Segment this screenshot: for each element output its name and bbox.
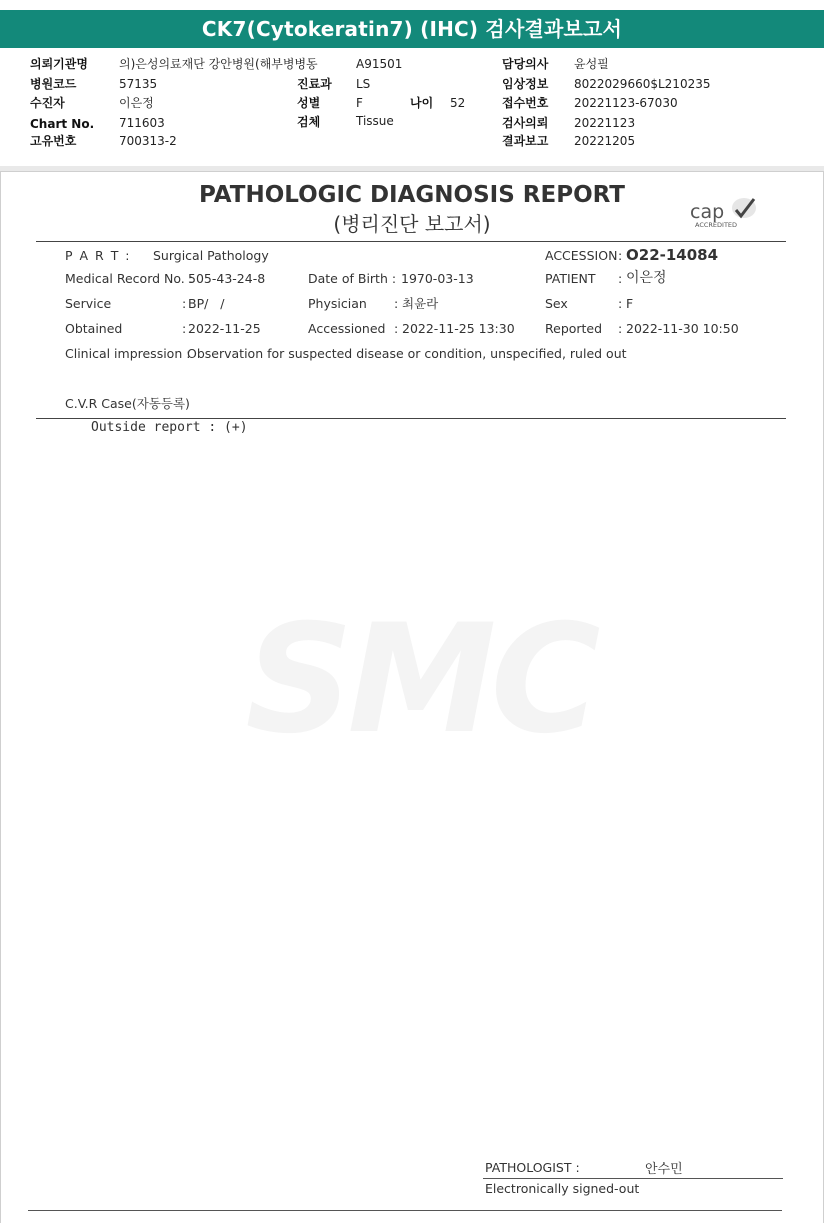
- specimen-value: Tissue: [356, 114, 394, 128]
- unique-no-label: 고유번호: [30, 134, 77, 148]
- reported-value: 2022-11-30 10:50: [626, 321, 739, 336]
- part-label: P A R T :: [65, 248, 132, 263]
- clinical-info-label: 임상정보: [502, 77, 549, 91]
- report-row-part: [0, 247, 824, 267]
- clinical-impression-value: Observation for suspected disease or condition, unspecified, ruled out: [187, 346, 627, 361]
- smc-watermark: SMC: [245, 593, 595, 767]
- doctor-value: 윤성필: [574, 57, 609, 71]
- report-heading: PATHOLOGIC DIAGNOSIS REPORT: [199, 182, 625, 208]
- sex-colon: :: [618, 296, 623, 311]
- institution-code: A91501: [356, 57, 403, 71]
- age-value: 52: [450, 96, 466, 110]
- obtained-colon: :: [182, 321, 187, 336]
- cap-accredited-text: ACCREDITED: [695, 221, 738, 229]
- patient-report-label: PATIENT: [545, 271, 596, 286]
- request-date-label: 검사의뢰: [502, 116, 549, 130]
- result-date-label: 결과보고: [502, 134, 549, 148]
- request-info-block: [0, 54, 824, 164]
- pathologist-name: 안수민: [645, 1162, 683, 1177]
- report-row-dates: [0, 320, 824, 340]
- physician-colon: :: [394, 296, 399, 311]
- accession-value: O22-14084: [626, 246, 719, 264]
- mrn-label: Medical Record No. :: [65, 271, 193, 286]
- part-value: Surgical Pathology: [153, 248, 269, 263]
- receipt-no-value: 20221123-67030: [574, 96, 678, 110]
- header-divider: [36, 241, 786, 242]
- signature-line: [483, 1178, 783, 1179]
- institution-label: 의뢰기관명: [30, 57, 88, 71]
- dob-label: Date of Birth :: [308, 271, 397, 286]
- physician-label: Physician: [308, 296, 367, 311]
- chart-no-value: 711603: [119, 116, 165, 130]
- reported-label: Reported: [545, 321, 603, 336]
- patient-report-value: 이은정: [626, 270, 667, 286]
- cvr-case: C.V.R Case(자동등록): [65, 396, 190, 411]
- report-row-service: [0, 295, 824, 315]
- department-label: 진료과: [297, 77, 332, 91]
- report-subheading: (병리진단 보고서): [333, 212, 491, 236]
- unique-no-value: 700313-2: [119, 134, 177, 148]
- accessioned-value: 2022-11-25 13:30: [402, 321, 515, 336]
- clinical-info-value: 8022029660$L210235: [574, 77, 711, 91]
- institution-value: 의)은성의료재단 강안병원(해부병병동: [119, 57, 318, 71]
- dob-value: 1970-03-13: [401, 271, 474, 286]
- patient-label: 수진자: [30, 96, 65, 110]
- pathologist-label: PATHOLOGIST :: [485, 1160, 580, 1175]
- service-value: BP/ /: [188, 296, 225, 311]
- cap-logo-text: cap: [690, 201, 725, 223]
- chart-no-label: Chart No.: [30, 117, 95, 131]
- receipt-no-label: 접수번호: [502, 96, 549, 110]
- request-date-value: 20221123: [574, 116, 636, 130]
- clinical-impression-label: Clinical impression :: [65, 346, 191, 361]
- hospital-code-label: 병원코드: [30, 77, 77, 91]
- specimen-label: 검체: [297, 115, 321, 129]
- cap-logo-icon: [688, 194, 760, 230]
- reported-colon: :: [618, 321, 623, 336]
- result-date-value: 20221205: [574, 134, 636, 148]
- report-row-clinical: [0, 345, 824, 365]
- department-value: LS: [356, 77, 371, 91]
- mrn-value: 505-43-24-8: [188, 271, 266, 286]
- outside-report-text: Outside report : (+): [91, 420, 248, 435]
- obtained-value: 2022-11-25: [188, 321, 261, 336]
- sex-report-value: F: [626, 296, 634, 311]
- body-divider: [36, 418, 786, 419]
- page-title: CK7(Cytokeratin7) (IHC) 검사결과보고서: [201, 17, 623, 41]
- age-label: 나이: [410, 96, 434, 110]
- patient-colon: :: [618, 271, 623, 286]
- sex-report-label: Sex: [545, 296, 568, 311]
- obtained-label: Obtained: [65, 321, 123, 336]
- accession-colon: :: [618, 248, 623, 263]
- accessioned-colon: :: [394, 321, 399, 336]
- physician-value: 최윤라: [402, 296, 439, 311]
- footer-divider: [28, 1210, 782, 1211]
- sex-label: 성별: [297, 96, 321, 110]
- hospital-code-value: 57135: [119, 77, 158, 91]
- report-row-mrn: [0, 270, 824, 290]
- accessioned-label: Accessioned: [308, 321, 386, 336]
- service-label: Service: [65, 296, 112, 311]
- signed-out-text: Electronically signed-out: [485, 1181, 640, 1196]
- report-title-bar: [0, 10, 824, 48]
- cap-accredited-logo: [688, 194, 760, 230]
- accession-label: ACCESSION: [545, 248, 618, 263]
- sex-value: F: [356, 96, 363, 110]
- doctor-label: 담당의사: [502, 57, 549, 71]
- patient-value: 이은정: [119, 96, 154, 110]
- service-colon: :: [182, 296, 187, 311]
